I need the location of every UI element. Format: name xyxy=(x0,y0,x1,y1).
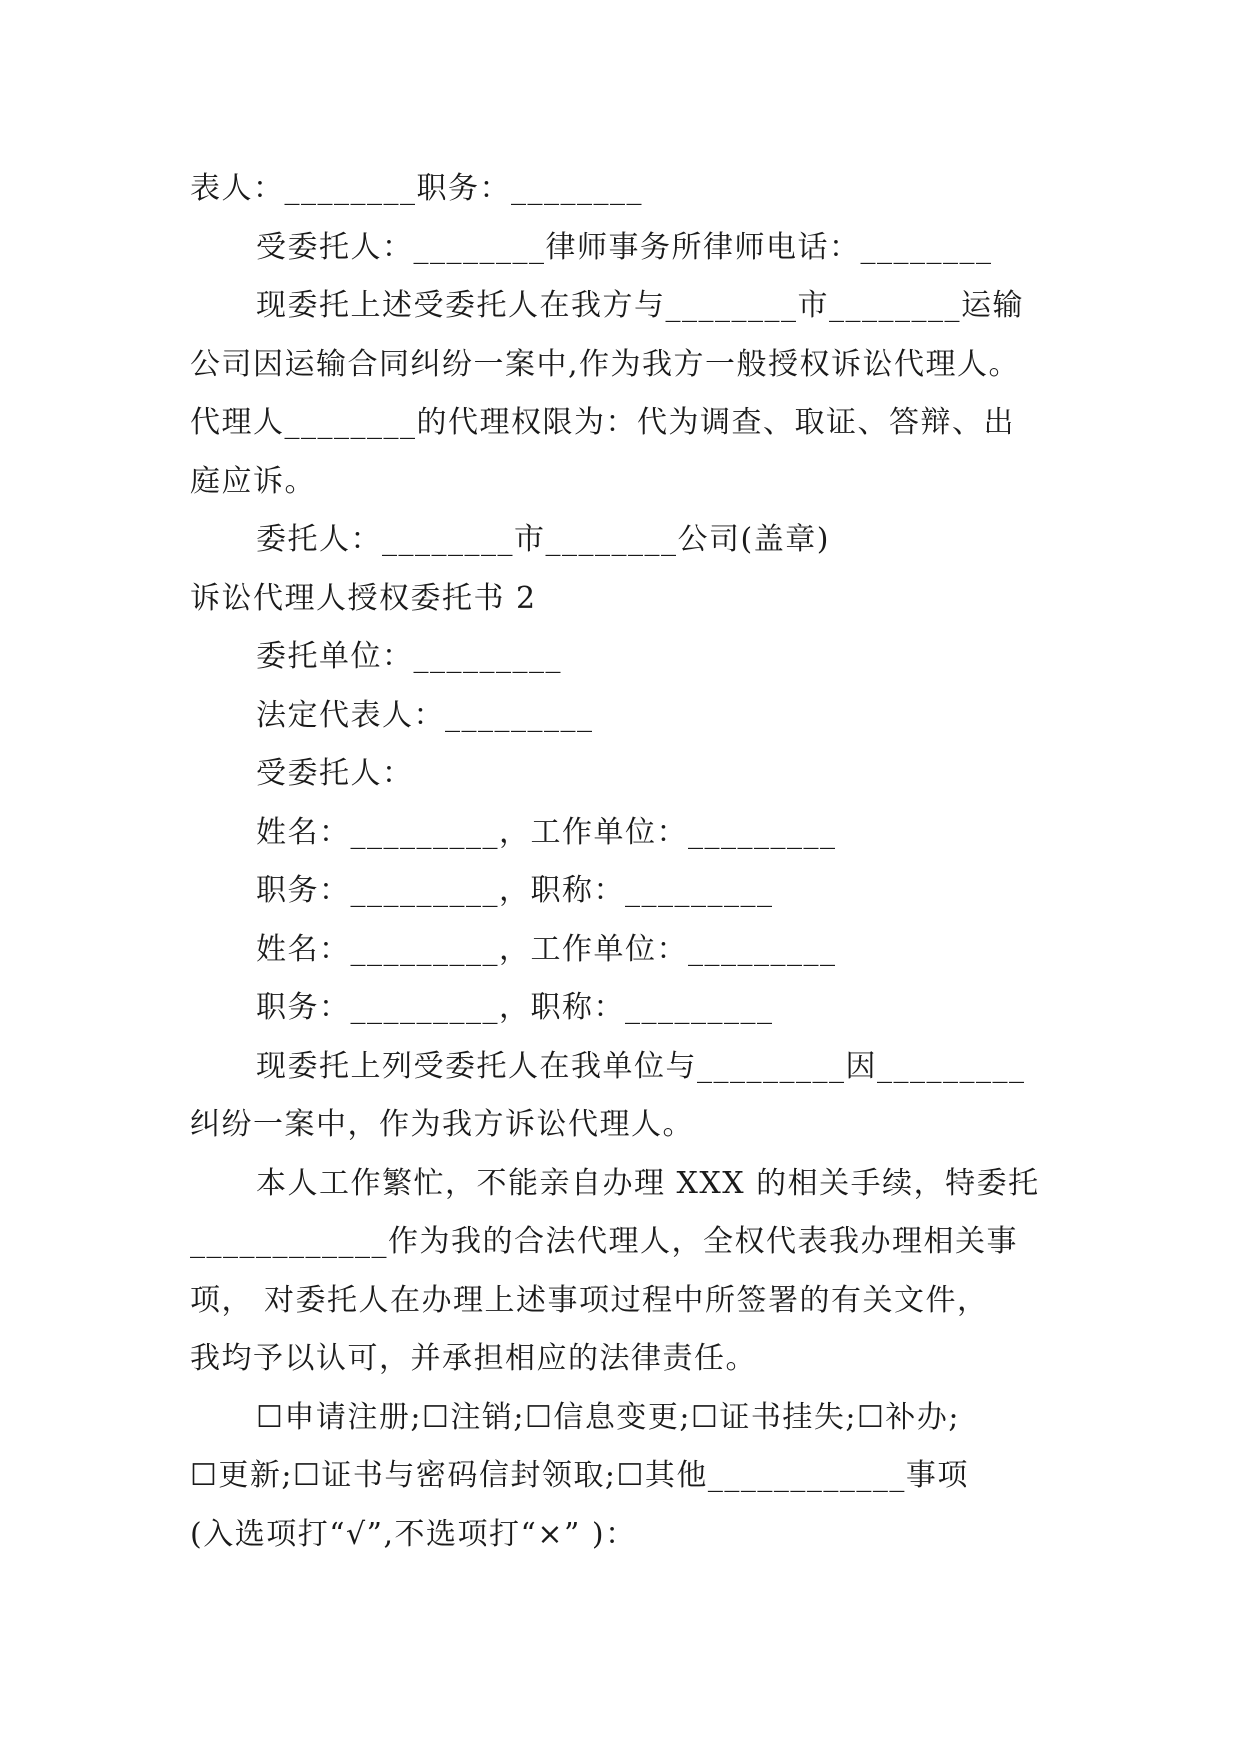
text-line: 庭应诉。 xyxy=(190,463,316,499)
text-line: 本人工作繁忙，不能亲自办理 XXX 的相关手续，特委托 xyxy=(256,1165,1040,1201)
text-line: 法定代表人：_________ xyxy=(256,697,594,733)
text-line: 姓名：_________，工作单位：_________ xyxy=(256,814,837,850)
section-title: 诉讼代理人授权委托书 2 xyxy=(190,580,537,616)
text-line: 现委托上述受委托人在我方与________市________运输 xyxy=(256,288,1024,323)
text-line: 现委托上列受委托人在我单位与_________因_________ xyxy=(256,1048,1026,1084)
text-line: 受委托人： xyxy=(256,756,414,791)
text-line: 委托单位：_________ xyxy=(256,639,562,674)
text-line: 职务：_________，职称：_________ xyxy=(256,873,774,908)
text-line: 姓名：_________，工作单位：_________ xyxy=(256,931,837,967)
text-line: 职务：_________，职称：_________ xyxy=(256,990,774,1025)
text-line: ____________作为我的合法代理人，全权代表我办理相关事 xyxy=(190,1224,1018,1259)
text-line: 我均予以认可，并承担相应的法律责任。 xyxy=(190,1341,757,1376)
checkbox-options-line: ☐更新;☐证书与密码信封领取;☐其他____________事项 xyxy=(190,1458,969,1493)
text-line: 公司因运输合同纠纷一案中,作为我方一般授权诉讼代理人。 xyxy=(190,346,1021,382)
text-line: 纠纷一案中，作为我方诉讼代理人。 xyxy=(190,1107,694,1142)
text-line: 代理人________的代理权限为：代为调查、取证、答辩、出 xyxy=(190,405,1015,440)
text-line: 表人：________职务：________ xyxy=(190,171,643,206)
document-page xyxy=(190,160,1060,1564)
text-line: 项， 对委托人在办理上述事项过程中所签署的有关文件， xyxy=(190,1282,989,1318)
checkbox-options-line: ☐申请注册;☐注销;☐信息变更;☐证书挂失;☐补办; xyxy=(256,1399,961,1435)
text-line: 委托人：________市________公司(盖章) xyxy=(256,522,830,557)
text-line: 受委托人：________律师事务所律师电话：________ xyxy=(256,229,993,265)
instruction-line: (入选项打“√”,不选项打“×” )： xyxy=(190,1516,637,1552)
